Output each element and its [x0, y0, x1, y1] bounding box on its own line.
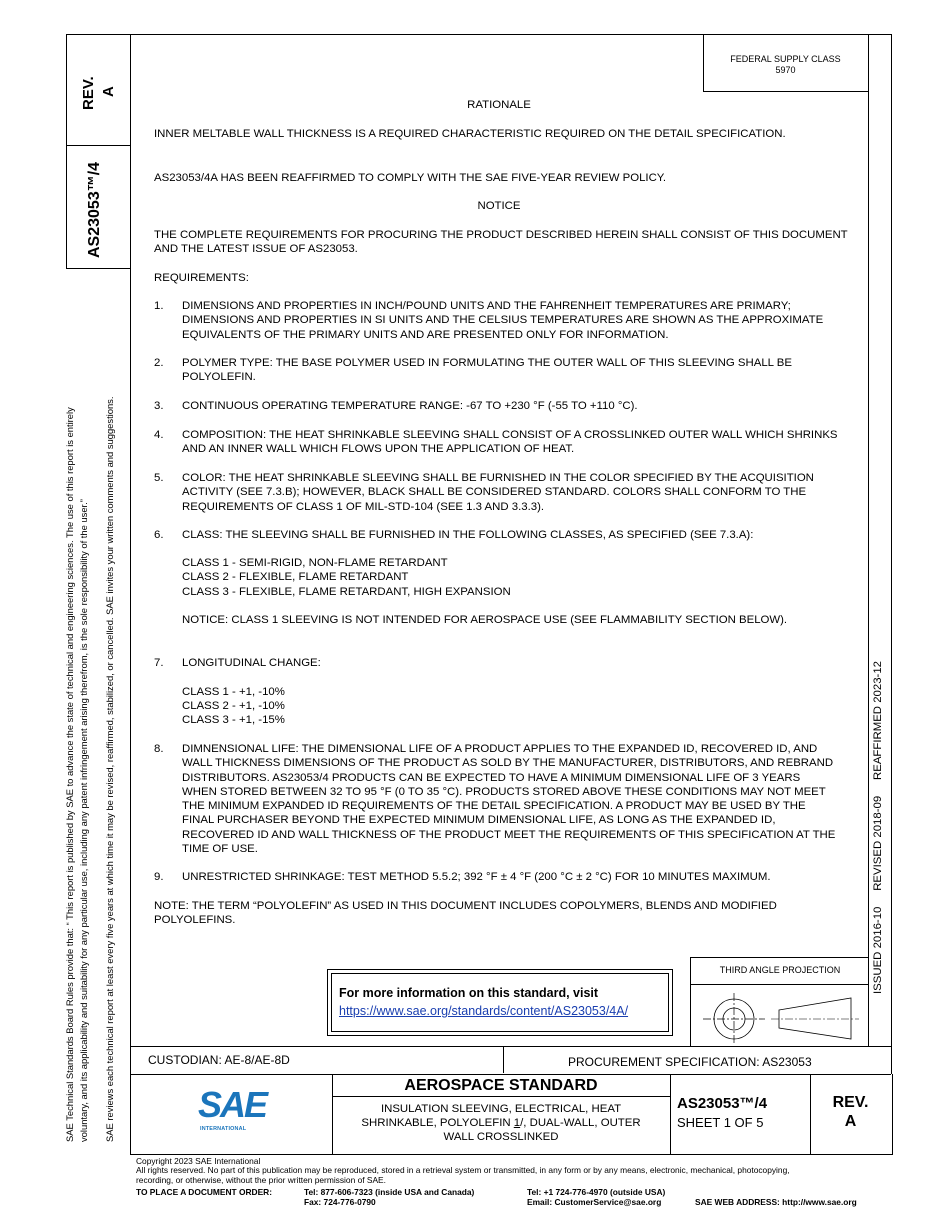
- frame-right: [891, 34, 892, 1074]
- requirement-3: [154, 399, 854, 413]
- title-line-2: [332, 1116, 670, 1130]
- longitudinal-class-2: CLASS 2 - +1, -10%: [182, 700, 285, 712]
- projection-box: [690, 957, 869, 1047]
- requirement-text: LONGITUDINAL CHANGE:: [182, 657, 321, 669]
- requirement-text: POLYMER TYPE: THE BASE POLYMER USED IN FORMULATING THE OUTER WALL OF THIS SLEEVING SHALL BE POLYOLEFIN.: [182, 357, 792, 384]
- document-title: [332, 1102, 670, 1144]
- custodian-divider: [503, 1046, 504, 1073]
- standard-type: AEROSPACE STANDARD: [404, 1077, 598, 1094]
- requirement-text: COMPOSITION: THE HEAT SHRINKABLE SLEEVING SHALL CONSIST OF A CROSSLINKED OUTER WALL WHICH SHRINKS AND AN INNER WALL WHICH FLOWS UPON THE APPLICATION OF HEAT.: [182, 429, 838, 456]
- margin-rev-value: A: [100, 86, 117, 97]
- requirement-text: CONTINUOUS OPERATING TEMPERATURE RANGE: -67 TO +230 °F (-55 TO +110 °C).: [182, 400, 638, 412]
- requirement-number: 6.: [154, 529, 164, 541]
- federal-supply-value: 5970: [775, 65, 796, 75]
- longitudinal-class-1: CLASS 1 - +1, -10%: [182, 686, 285, 698]
- margin-rev-label: REV.: [80, 76, 97, 110]
- tel-usa: Tel: 877-606-7323 (inside USA and Canada): [304, 1187, 475, 1197]
- third-angle-projection-icon: [691, 985, 869, 1047]
- margin-divider: [130, 34, 131, 1074]
- requirements-heading: REQUIREMENTS:: [154, 272, 249, 284]
- projection-label: THIRD ANGLE PROJECTION: [719, 965, 841, 975]
- requirement-2: [154, 356, 854, 385]
- requirement-text: DIMNENSIONAL LIFE: THE DIMENSIONAL LIFE OF A PRODUCT APPLIES TO THE EXPANDED ID, RECOVERED ID, AND WALL THICKNESS DIMENSIONS OF THE PRODUCT AS SOLD BY THE MANUFACTURER, DISTRIBUTORS, AND REBRAND DISTRIBUTORS. AS23053/4 PRODUCTS CAN BE EXPECTED TO HAVE A MINIMUM DIMENSIONAL LIFE OF 3 YEARS WHEN STORED BETWEEN 32 TO 95 °F (0 TO 35 °C). PRODUCTS STORED ABOVE THESE CONDITIONS MAY NOT MEET THE MINIMUM EXPANDED ID REQUIREMENTS OF THE DETAIL SPECIFICATION. A PRODUCT MAY BE USED BY THE FINAL PURCHASER BEYOND THE EXPECTED MINIMUM DIMENSIONAL LIFE, AS LONG AS THE EXPANDED ID, RECOVERED ID AND WALL THICKNESS OF THE PRODUCT MEET THE REQUIREMENTS OF THIS SPECIFICATION AT THE TIME OF USE.: [182, 743, 836, 856]
- tel-outside: Tel: +1 724-776-4970 (outside USA): [527, 1187, 666, 1197]
- title-rev-label: REV.: [832, 1094, 869, 1111]
- standard-link[interactable]: https://www.sae.org/standards/content/AS23053/4A/: [339, 1004, 629, 1018]
- sheet-number: SHEET 1 OF 5: [677, 1115, 764, 1130]
- custodian: CUSTODIAN: AE-8/AE-8D: [148, 1053, 290, 1067]
- requirement-text: UNRESTRICTED SHRINKAGE: TEST METHOD 5.5.2; 392 °F ± 4 °F (200 °C ± 2 °C) FOR 10 MINUTES MAXIMUM.: [182, 871, 771, 883]
- class-2: CLASS 2 - FLEXIBLE, FLAME RETARDANT: [182, 571, 409, 583]
- requirement-text: COLOR: THE HEAT SHRINKABLE SLEEVING SHALL BE FURNISHED IN THE COLOR SPECIFIED BY THE ACQUISITION ACTIVITY (SEE 7.3.B); HOWEVER, BLACK SHALL BE CONSIDERED STANDARD. COLORS SHALL CONFORM TO THE REQUIREMENTS OF CLASS 1 OF MIL-STD-104 (SEE 1.3 AND 3.3.3).: [182, 472, 814, 513]
- margin-doc-number: AS23053™/4: [86, 161, 103, 258]
- requirement-number: 1.: [154, 300, 164, 312]
- class-1: CLASS 1 - SEMI-RIGID, NON-FLAME RETARDANT: [182, 557, 448, 569]
- requirement-6: [154, 528, 854, 542]
- class-3: CLASS 3 - FLEXIBLE, FLAME RETARDANT, HIGH EXPANSION: [182, 586, 511, 598]
- frame-left: [66, 34, 67, 269]
- polyolefin-note: NOTE: THE TERM “POLYOLEFIN” AS USED IN THIS DOCUMENT INCLUDES COPOLYMERS, BLENDS AND MODIFIED POLYOLEFINS.: [154, 900, 777, 927]
- web-address: SAE WEB ADDRESS: http://www.sae.org: [695, 1197, 857, 1207]
- title-line-1: INSULATION SLEEVING, ELECTRICAL, HEAT: [380, 1103, 622, 1115]
- requirement-number: 2.: [154, 357, 164, 369]
- requirement-text: DIMENSIONS AND PROPERTIES IN INCH/POUND UNITS AND THE FAHRENHEIT TEMPERATURES ARE PRIMARY; DIMENSIONS AND PROPERTIES IN SI UNITS AND THE CELSIUS TEMPERATURES ARE SHOWN AS THE APPROXIMATE EQUIVALENTS OF THE PRIMARY UNITS AND ARE PRESENTED ONLY FOR INFORMATION.: [182, 300, 824, 341]
- rationale-heading: RATIONALE: [467, 99, 531, 111]
- federal-supply-label: FEDERAL SUPPLY CLASS: [730, 54, 841, 64]
- requirement-4: [154, 428, 854, 457]
- sae-logo: [198, 1086, 268, 1136]
- rationale-paragraph-1: INNER MELTABLE WALL THICKNESS IS A REQUIRED CHARACTERISTIC REQUIRED ON THE DETAIL SPECIFICATION.: [154, 128, 786, 140]
- title-footnote: 1: [513, 1117, 521, 1129]
- info-box-inner: [331, 973, 669, 1032]
- requirement-number: 4.: [154, 429, 164, 441]
- notice-heading: NOTICE: [477, 200, 521, 212]
- disclaimer-line-2: voluntary, and its applicability and suitability for any particular use, including any patent infringement arising therefrom, is the sole responsibility of the user.”: [78, 499, 89, 1142]
- info-box: [327, 969, 673, 1036]
- dates-column-line: [868, 34, 869, 1046]
- standard-type-underline: [332, 1096, 670, 1097]
- title-line-3: WALL CROSSLINKED: [443, 1131, 559, 1143]
- title-doc-number: AS23053™/4: [677, 1095, 768, 1112]
- requirement-number: 5.: [154, 472, 164, 484]
- procurement-spec: PROCUREMENT SPECIFICATION: AS23053: [568, 1055, 812, 1069]
- requirement-text: CLASS: THE SLEEVING SHALL BE FURNISHED IN THE FOLLOWING CLASSES, AS SPECIFIED (SEE 7.3.A):: [182, 529, 754, 541]
- requirement-8: [154, 742, 854, 856]
- fax: Fax: 724-776-0790: [304, 1197, 376, 1207]
- order-label: TO PLACE A DOCUMENT ORDER:: [136, 1187, 273, 1197]
- rationale-paragraph-2: AS23053/4A HAS BEEN REAFFIRMED TO COMPLY WITH THE SAE FIVE-YEAR REVIEW POLICY.: [154, 172, 667, 184]
- requirement-number: 7.: [154, 657, 164, 669]
- title-rev-value: A: [844, 1113, 857, 1130]
- copyright: Copyright 2023 SAE International: [136, 1156, 261, 1166]
- requirement-7: [154, 656, 854, 670]
- margin-rev-divider: [66, 145, 130, 146]
- requirement-number: 3.: [154, 400, 164, 412]
- document-dates: ISSUED 2016-10 REVISED 2018-09 REAFFIRMED 2023-12: [872, 660, 884, 994]
- longitudinal-class-3: CLASS 3 - +1, -15%: [182, 714, 285, 726]
- requirement-number: 8.: [154, 743, 164, 755]
- sae-logo-sub: INTERNATIONAL: [200, 1126, 247, 1132]
- requirement-1: [154, 299, 854, 342]
- info-box-text: For more information on this standard, visit: [339, 986, 599, 1000]
- disclaimer-line-3: SAE reviews each technical report at least every five years at which time it may be revised, reaffirmed, stabilized, or cancelled. SAE invites your written comments and suggestions.: [104, 396, 115, 1142]
- requirement-5: [154, 471, 854, 514]
- rights-line-2: recording, or otherwise, without the prior written permission of SAE.: [136, 1175, 386, 1185]
- disclaimer-line-1: SAE Technical Standards Board Rules provide that: “ This report is published by SAE to advance the state of technical and engineering sciences. The use of this report is entirely: [64, 407, 75, 1142]
- margin-doc-divider: [66, 268, 130, 269]
- title-line-2b: /, DUAL-WALL, OUTER: [520, 1117, 641, 1129]
- title-line-2a: SHRINKABLE, POLYOLEFIN: [361, 1117, 514, 1129]
- notice-text: THE COMPLETE REQUIREMENTS FOR PROCURING THE PRODUCT DESCRIBED HEREIN SHALL CONSIST OF THIS DOCUMENT AND THE LATEST ISSUE OF AS23053.: [154, 229, 848, 256]
- requirement-9: [154, 870, 854, 884]
- email: Email: CustomerService@sae.org: [527, 1197, 662, 1207]
- class-notice: NOTICE: CLASS 1 SLEEVING IS NOT INTENDED FOR AEROSPACE USE (SEE FLAMMABILITY SECTION BELOW).: [182, 614, 788, 626]
- requirement-number: 9.: [154, 871, 164, 883]
- rights-line-1: All rights reserved. No part of this publication may be reproduced, stored in a retrieval system or transmitted, in any form or by any means, electronic, mechanical, photocopying,: [136, 1165, 790, 1175]
- title-block-divider-2: [670, 1074, 671, 1154]
- sae-logo-mark: SAE: [198, 1084, 267, 1125]
